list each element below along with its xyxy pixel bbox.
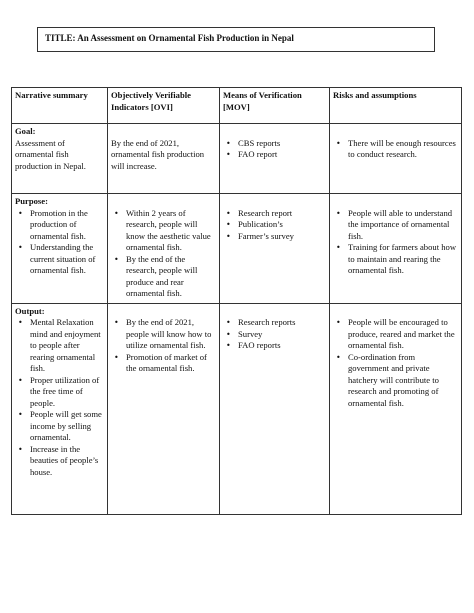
- header-ovi: Objectively Verifiable Indicators [OVI]: [108, 88, 220, 124]
- goal-ovi-cell: [108, 124, 220, 194]
- list-item: • Increase in the beauties of people’s house.: [15, 444, 104, 479]
- list-item: • Understanding the current situation of ornamental fish.: [15, 242, 104, 277]
- purpose-mov-cell: [220, 194, 330, 304]
- list-item: • People will get some income by selling ornamental.: [15, 409, 104, 444]
- output-narrative-cell: [12, 303, 108, 514]
- list-item: • People will able to understand the importance of ornamental fish.: [333, 208, 458, 243]
- list-item: • Mental Relaxation mind and enjoyment to people after rearing ornamental fish.: [15, 317, 104, 375]
- header-row: [12, 88, 462, 124]
- list-item: • Survey: [223, 329, 326, 341]
- list-item: • People will be encouraged to produce, reared and market the ornamental fish.: [333, 317, 458, 352]
- list-item: • By the end of 2021, people will know how to utilize ornamental fish.: [111, 317, 216, 352]
- goal-narrative: Assessment of ornamental fish production in Nepal.: [15, 137, 86, 171]
- output-risks-cell: [330, 303, 462, 514]
- header-narrative: Narrative summary: [12, 88, 108, 124]
- goal-row: [12, 124, 462, 194]
- goal-mov-cell: [220, 124, 330, 194]
- list-item: • Research report: [223, 208, 326, 220]
- output-row: [12, 303, 462, 514]
- list-item: • Research reports: [223, 317, 326, 329]
- purpose-ovi-cell: [108, 194, 220, 304]
- goal-ovi: By the end of 2021, ornamental fish production will increase.: [111, 137, 205, 171]
- purpose-label: Purpose:: [15, 196, 48, 206]
- header-mov: Means of Verification [MOV]: [220, 88, 330, 124]
- purpose-narrative-cell: [12, 194, 108, 304]
- list-item: • Promotion in the production of ornamental fish.: [15, 208, 104, 243]
- list-item: • FAO reports: [223, 340, 326, 352]
- list-item: • Promotion of market of the ornamental fish.: [111, 352, 216, 375]
- goal-narrative-cell: [12, 124, 108, 194]
- output-label: Output:: [15, 305, 45, 316]
- logframe-table: [11, 87, 462, 515]
- list-item: • There will be enough resources to conduct research.: [333, 138, 458, 161]
- list-item: • Within 2 years of research, people will know the aesthetic value ornamental fish.: [111, 208, 216, 254]
- list-item: • Co-ordination from government and private hatchery will contribute to research and promoting of ornamental fish.: [333, 352, 458, 410]
- header-risks: Risks and assumptions: [330, 88, 462, 124]
- goal-risks-cell: [330, 124, 462, 194]
- list-item: • Farmer’s survey: [223, 231, 326, 243]
- goal-label: Goal:: [15, 126, 36, 136]
- list-item: • FAO report: [223, 149, 326, 161]
- purpose-row: [12, 194, 462, 304]
- output-ovi-cell: [108, 303, 220, 514]
- list-item: • Proper utilization of the free time of people.: [15, 375, 104, 410]
- list-item: • CBS reports: [223, 138, 326, 150]
- list-item: • Publication’s: [223, 219, 326, 231]
- output-mov-cell: [220, 303, 330, 514]
- document-title: TITLE: An Assessment on Ornamental Fish Production in Nepal: [37, 27, 435, 52]
- list-item: • By the end of the research, people will produce and rear ornamental fish.: [111, 254, 216, 300]
- purpose-risks-cell: [330, 194, 462, 304]
- list-item: • Training for farmers about how to maintain and rearing the ornamental fish.: [333, 242, 458, 277]
